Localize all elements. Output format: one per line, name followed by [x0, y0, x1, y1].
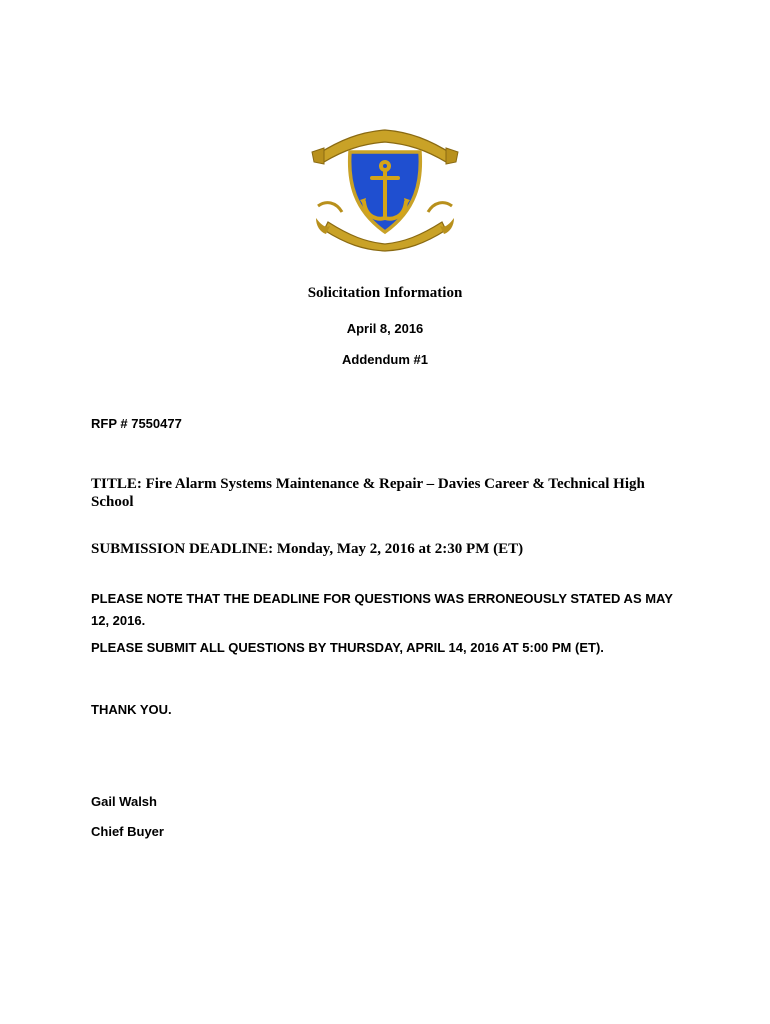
rhode-island-seal-icon [310, 122, 460, 252]
submission-deadline: SUBMISSION DEADLINE: Monday, May 2, 2016 at 2:30 PM (ET) [91, 541, 524, 557]
thank-you: THANK YOU. [91, 702, 172, 717]
signer-title: Chief Buyer [91, 824, 164, 839]
solicitation-title: TITLE: Fire Alarm Systems Maintenance & Repair – Davies Career & Technical High School [91, 476, 645, 510]
signer-name: Gail Walsh [91, 794, 157, 809]
rfp-number: RFP # 7550477 [91, 416, 182, 431]
document-date: April 8, 2016 [346, 321, 424, 336]
solicitation-heading: Solicitation Information [307, 285, 463, 301]
addendum-number: Addendum #1 [342, 352, 428, 367]
questions-deadline-note: PLEASE SUBMIT ALL QUESTIONS BY THURSDAY, APRIL 14, 2016 AT 5:00 PM (ET). [91, 640, 604, 655]
deadline-correction-note: PLEASE NOTE THAT THE DEADLINE FOR QUESTIONS WAS ERRONEOUSLY STATED AS MAY 12, 2016. [91, 591, 673, 628]
